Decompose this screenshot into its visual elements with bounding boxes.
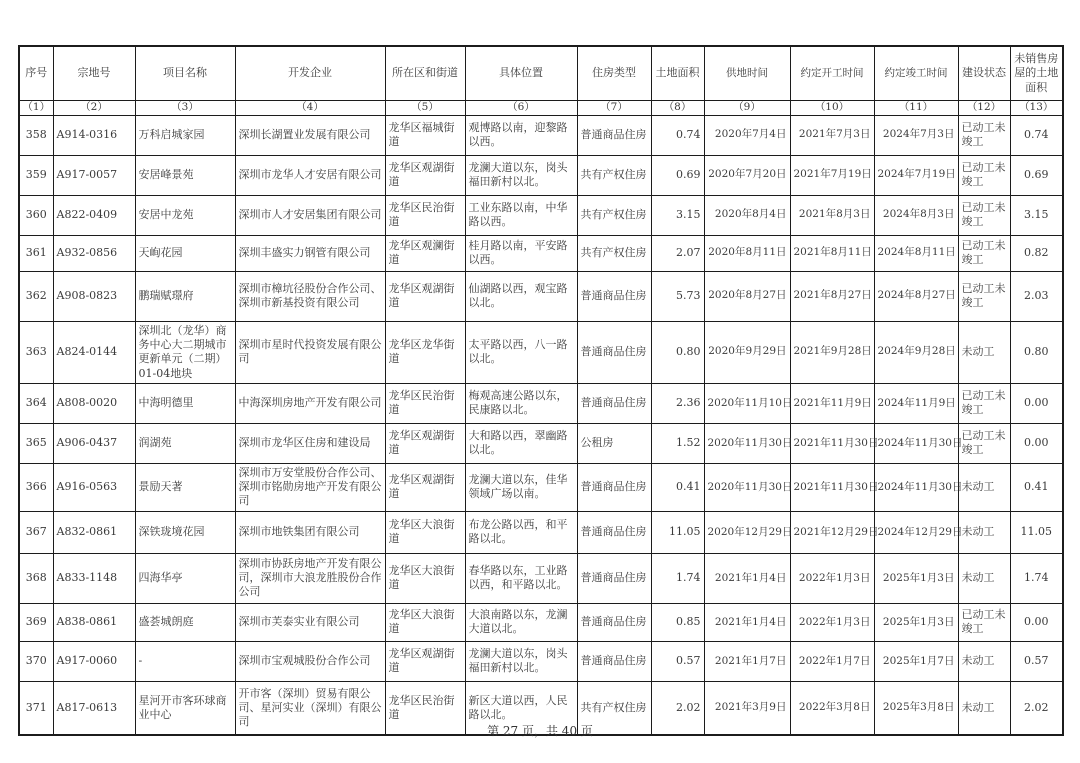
cell-developer: 深圳市宝观城股份合作公司 <box>235 641 385 681</box>
cell-seq: 365 <box>19 423 53 463</box>
page-footer: 第 27 页，共 40 页 <box>487 724 593 738</box>
cell-status: 未动工 <box>958 511 1010 553</box>
cell-name: 星河开市客环球商业中心 <box>135 681 235 735</box>
cell-start: 2021年11月9日 <box>790 383 874 423</box>
cell-location: 太平路以西，八一路以北。 <box>465 321 577 383</box>
cell-district: 龙华区观湖街道 <box>385 641 465 681</box>
cell-supply: 2020年11月30日 <box>704 463 790 511</box>
cell-location: 龙澜大道以东，岗头福田新村以北。 <box>465 155 577 195</box>
cell-developer: 中海深圳房地产开发有限公司 <box>235 383 385 423</box>
column-index-unsold: （13） <box>1010 101 1063 116</box>
cell-completion: 2024年7月19日 <box>874 155 958 195</box>
cell-developer: 深圳丰盛实力钢管有限公司 <box>235 235 385 271</box>
cell-start: 2022年1月3日 <box>790 603 874 641</box>
cell-seq: 368 <box>19 553 53 603</box>
cell-type: 普通商品住房 <box>577 603 651 641</box>
table-row <box>19 235 1063 271</box>
cell-completion: 2024年11月30日 <box>874 463 958 511</box>
cell-district: 龙华区观湖街道 <box>385 155 465 195</box>
column-index-name: （3） <box>135 101 235 116</box>
cell-area: 0.85 <box>651 603 704 641</box>
table-body <box>19 115 1063 735</box>
table-row <box>19 463 1063 511</box>
cell-supply: 2021年1月4日 <box>704 553 790 603</box>
cell-type: 普通商品住房 <box>577 271 651 321</box>
cell-plot: A916-0563 <box>53 463 135 511</box>
table-row <box>19 155 1063 195</box>
cell-area: 0.57 <box>651 641 704 681</box>
cell-plot: A832-0861 <box>53 511 135 553</box>
cell-location: 春华路以东，工业路以西，和平路以北。 <box>465 553 577 603</box>
cell-developer: 深圳市万安堂股份合作公司、深圳市铭勋房地产开发有限公司 <box>235 463 385 511</box>
cell-developer: 深圳市樟坑径股份合作公司、深圳市新基投资有限公司 <box>235 271 385 321</box>
cell-name: 天峋花园 <box>135 235 235 271</box>
cell-status: 已动工未竣工 <box>958 195 1010 235</box>
cell-location: 工业东路以南，中华路以西。 <box>465 195 577 235</box>
cell-name: 景励天著 <box>135 463 235 511</box>
column-header-location: 具体位置 <box>465 46 577 101</box>
cell-name: 深圳北（龙华）商务中心大二期城市更新单元（二期）01-04地块 <box>135 321 235 383</box>
cell-start: 2021年11月30日 <box>790 463 874 511</box>
cell-type: 普通商品住房 <box>577 641 651 681</box>
table-row <box>19 195 1063 235</box>
cell-type: 普通商品住房 <box>577 383 651 423</box>
cell-completion: 2024年8月3日 <box>874 195 958 235</box>
column-index-supply: （9） <box>704 101 790 116</box>
column-index-type: （7） <box>577 101 651 116</box>
cell-completion: 2024年12月29日 <box>874 511 958 553</box>
column-header-plot: 宗地号 <box>53 46 135 101</box>
cell-seq: 364 <box>19 383 53 423</box>
cell-status: 已动工未竣工 <box>958 115 1010 155</box>
cell-name: 安居中龙苑 <box>135 195 235 235</box>
cell-start: 2021年8月3日 <box>790 195 874 235</box>
cell-area: 2.36 <box>651 383 704 423</box>
cell-start: 2022年3月8日 <box>790 681 874 735</box>
cell-completion: 2025年1月3日 <box>874 603 958 641</box>
cell-seq: 366 <box>19 463 53 511</box>
cell-status: 未动工 <box>958 321 1010 383</box>
cell-district: 龙华区大浪街道 <box>385 511 465 553</box>
table-row <box>19 423 1063 463</box>
cell-seq: 371 <box>19 681 53 735</box>
cell-developer: 开市客（深圳）贸易有限公司、星河实业（深圳）有限公司 <box>235 681 385 735</box>
column-index-plot: （2） <box>53 101 135 116</box>
cell-supply: 2020年8月4日 <box>704 195 790 235</box>
table-row <box>19 511 1063 553</box>
table-row <box>19 641 1063 681</box>
cell-completion: 2024年11月30日 <box>874 423 958 463</box>
cell-location: 大浪南路以东，龙澜大道以北。 <box>465 603 577 641</box>
cell-district: 龙华区观澜街道 <box>385 235 465 271</box>
column-header-type: 住房类型 <box>577 46 651 101</box>
table-header <box>19 46 1063 115</box>
column-header-name: 项目名称 <box>135 46 235 101</box>
cell-type: 共有产权住房 <box>577 195 651 235</box>
cell-area: 0.41 <box>651 463 704 511</box>
cell-supply: 2020年7月4日 <box>704 115 790 155</box>
cell-area: 5.73 <box>651 271 704 321</box>
cell-plot: A817-0613 <box>53 681 135 735</box>
cell-unsold: 2.03 <box>1010 271 1063 321</box>
cell-seq: 369 <box>19 603 53 641</box>
cell-supply: 2020年7月20日 <box>704 155 790 195</box>
cell-plot: A808-0020 <box>53 383 135 423</box>
cell-area: 1.74 <box>651 553 704 603</box>
table-row <box>19 383 1063 423</box>
cell-type: 普通商品住房 <box>577 553 651 603</box>
cell-seq: 361 <box>19 235 53 271</box>
cell-status: 已动工未竣工 <box>958 155 1010 195</box>
cell-plot: A833-1148 <box>53 553 135 603</box>
cell-name: 鹏瑞赋璟府 <box>135 271 235 321</box>
cell-area: 2.07 <box>651 235 704 271</box>
column-index-seq: （1） <box>19 101 53 116</box>
cell-name: - <box>135 641 235 681</box>
cell-plot: A917-0060 <box>53 641 135 681</box>
cell-name: 四海华亭 <box>135 553 235 603</box>
cell-type: 共有产权住房 <box>577 681 651 735</box>
cell-supply: 2021年1月7日 <box>704 641 790 681</box>
cell-status: 未动工 <box>958 553 1010 603</box>
cell-completion: 2025年1月3日 <box>874 553 958 603</box>
column-index-start: （10） <box>790 101 874 116</box>
cell-name: 万科启城家园 <box>135 115 235 155</box>
column-header-district: 所在区和街道 <box>385 46 465 101</box>
cell-unsold: 0.00 <box>1010 423 1063 463</box>
cell-unsold: 0.00 <box>1010 603 1063 641</box>
column-index-district: （5） <box>385 101 465 116</box>
column-header-seq: 序号 <box>19 46 53 101</box>
cell-completion: 2024年8月11日 <box>874 235 958 271</box>
cell-area: 11.05 <box>651 511 704 553</box>
column-header-unsold: 未销售房屋的土地面积 <box>1010 46 1063 101</box>
cell-status: 已动工未竣工 <box>958 235 1010 271</box>
cell-supply: 2020年8月11日 <box>704 235 790 271</box>
cell-completion: 2025年3月8日 <box>874 681 958 735</box>
cell-type: 普通商品住房 <box>577 511 651 553</box>
cell-district: 龙华区龙华街道 <box>385 321 465 383</box>
cell-type: 普通商品住房 <box>577 463 651 511</box>
cell-district: 龙华区观湖街道 <box>385 463 465 511</box>
cell-area: 0.69 <box>651 155 704 195</box>
cell-area: 3.15 <box>651 195 704 235</box>
cell-start: 2021年8月11日 <box>790 235 874 271</box>
column-index-location: （6） <box>465 101 577 116</box>
cell-start: 2021年9月28日 <box>790 321 874 383</box>
cell-plot: A838-0861 <box>53 603 135 641</box>
cell-plot: A908-0823 <box>53 271 135 321</box>
cell-unsold: 0.57 <box>1010 641 1063 681</box>
cell-supply: 2020年12月29日 <box>704 511 790 553</box>
cell-plot: A917-0057 <box>53 155 135 195</box>
cell-unsold: 2.02 <box>1010 681 1063 735</box>
cell-type: 公租房 <box>577 423 651 463</box>
cell-supply: 2020年11月30日 <box>704 423 790 463</box>
cell-supply: 2020年11月10日 <box>704 383 790 423</box>
cell-developer: 深圳市龙华区住房和建设局 <box>235 423 385 463</box>
cell-name: 盛荟城朗庭 <box>135 603 235 641</box>
cell-district: 龙华区观湖街道 <box>385 423 465 463</box>
column-header-status: 建设状态 <box>958 46 1010 101</box>
cell-status: 未动工 <box>958 463 1010 511</box>
cell-type: 普通商品住房 <box>577 321 651 383</box>
cell-area: 2.02 <box>651 681 704 735</box>
column-header-start: 约定开工时间 <box>790 46 874 101</box>
cell-plot: A824-0144 <box>53 321 135 383</box>
cell-unsold: 0.00 <box>1010 383 1063 423</box>
cell-area: 0.74 <box>651 115 704 155</box>
column-header-area: 土地面积 <box>651 46 704 101</box>
cell-seq: 363 <box>19 321 53 383</box>
column-index-status: （12） <box>958 101 1010 116</box>
cell-start: 2022年1月7日 <box>790 641 874 681</box>
cell-completion: 2024年8月27日 <box>874 271 958 321</box>
cell-location: 仙湖路以西，观宝路以北。 <box>465 271 577 321</box>
cell-area: 1.52 <box>651 423 704 463</box>
cell-area: 0.80 <box>651 321 704 383</box>
cell-type: 共有产权住房 <box>577 155 651 195</box>
cell-location: 梅观高速公路以东，民康路以北。 <box>465 383 577 423</box>
cell-start: 2021年7月19日 <box>790 155 874 195</box>
cell-name: 润湖苑 <box>135 423 235 463</box>
cell-district: 龙华区福城街道 <box>385 115 465 155</box>
cell-supply: 2021年1月4日 <box>704 603 790 641</box>
cell-start: 2021年7月3日 <box>790 115 874 155</box>
cell-district: 龙华区大浪街道 <box>385 603 465 641</box>
cell-name: 中海明德里 <box>135 383 235 423</box>
cell-developer: 深圳市龙华人才安居有限公司 <box>235 155 385 195</box>
cell-unsold: 0.41 <box>1010 463 1063 511</box>
projects-table <box>18 45 1064 736</box>
cell-developer: 深圳市协跃房地产开发有限公司，深圳市大浪龙胜股份合作公司 <box>235 553 385 603</box>
cell-unsold: 11.05 <box>1010 511 1063 553</box>
cell-seq: 370 <box>19 641 53 681</box>
cell-unsold: 0.80 <box>1010 321 1063 383</box>
cell-developer: 深圳长湖置业发展有限公司 <box>235 115 385 155</box>
column-header-developer: 开发企业 <box>235 46 385 101</box>
cell-location: 布龙公路以西，和平路以北。 <box>465 511 577 553</box>
cell-status: 已动工未竣工 <box>958 271 1010 321</box>
table-row <box>19 115 1063 155</box>
table-row <box>19 321 1063 383</box>
cell-supply: 2020年8月27日 <box>704 271 790 321</box>
column-index-area: （8） <box>651 101 704 116</box>
cell-plot: A906-0437 <box>53 423 135 463</box>
column-index-developer: （4） <box>235 101 385 116</box>
cell-unsold: 0.69 <box>1010 155 1063 195</box>
cell-seq: 362 <box>19 271 53 321</box>
cell-name: 安居峰景苑 <box>135 155 235 195</box>
cell-district: 龙华区民治街道 <box>385 681 465 735</box>
cell-location: 观博路以南，迎黎路以西。 <box>465 115 577 155</box>
table-row <box>19 603 1063 641</box>
cell-seq: 367 <box>19 511 53 553</box>
cell-status: 未动工 <box>958 641 1010 681</box>
cell-seq: 359 <box>19 155 53 195</box>
cell-completion: 2024年7月3日 <box>874 115 958 155</box>
cell-developer: 深圳市芙泰实业有限公司 <box>235 603 385 641</box>
cell-developer: 深圳市地铁集团有限公司 <box>235 511 385 553</box>
cell-start: 2021年11月30日 <box>790 423 874 463</box>
cell-plot: A822-0409 <box>53 195 135 235</box>
cell-status: 已动工未竣工 <box>958 423 1010 463</box>
cell-start: 2021年8月27日 <box>790 271 874 321</box>
cell-unsold: 1.74 <box>1010 553 1063 603</box>
cell-district: 龙华区观湖街道 <box>385 271 465 321</box>
cell-unsold: 0.82 <box>1010 235 1063 271</box>
cell-status: 未动工 <box>958 681 1010 735</box>
cell-completion: 2025年1月7日 <box>874 641 958 681</box>
table-row <box>19 553 1063 603</box>
cell-name: 深铁珑境花园 <box>135 511 235 553</box>
cell-supply: 2020年9月29日 <box>704 321 790 383</box>
cell-location: 新区大道以西，人民路以北。 <box>465 681 577 735</box>
column-index-completion: （11） <box>874 101 958 116</box>
cell-status: 已动工未竣工 <box>958 383 1010 423</box>
cell-unsold: 3.15 <box>1010 195 1063 235</box>
cell-completion: 2024年9月28日 <box>874 321 958 383</box>
cell-type: 共有产权住房 <box>577 235 651 271</box>
cell-unsold: 0.74 <box>1010 115 1063 155</box>
cell-start: 2022年1月3日 <box>790 553 874 603</box>
cell-district: 龙华区大浪街道 <box>385 553 465 603</box>
cell-seq: 360 <box>19 195 53 235</box>
cell-location: 桂月路以南，平安路以西。 <box>465 235 577 271</box>
cell-plot: A914-0316 <box>53 115 135 155</box>
cell-location: 大和路以西，翠幽路以北。 <box>465 423 577 463</box>
cell-start: 2021年12月29日 <box>790 511 874 553</box>
cell-location: 龙澜大道以东，岗头福田新村以北。 <box>465 641 577 681</box>
cell-developer: 深圳市人才安居集团有限公司 <box>235 195 385 235</box>
column-header-supply: 供地时间 <box>704 46 790 101</box>
table-row <box>19 271 1063 321</box>
cell-completion: 2024年11月9日 <box>874 383 958 423</box>
cell-developer: 深圳市星时代投资发展有限公司 <box>235 321 385 383</box>
cell-type: 普通商品住房 <box>577 115 651 155</box>
cell-district: 龙华区民治街道 <box>385 383 465 423</box>
cell-status: 已动工未竣工 <box>958 603 1010 641</box>
column-header-completion: 约定竣工时间 <box>874 46 958 101</box>
cell-district: 龙华区民治街道 <box>385 195 465 235</box>
cell-plot: A932-0856 <box>53 235 135 271</box>
cell-supply: 2021年3月9日 <box>704 681 790 735</box>
cell-location: 龙澜大道以东，佳华领域广场以南。 <box>465 463 577 511</box>
cell-seq: 358 <box>19 115 53 155</box>
